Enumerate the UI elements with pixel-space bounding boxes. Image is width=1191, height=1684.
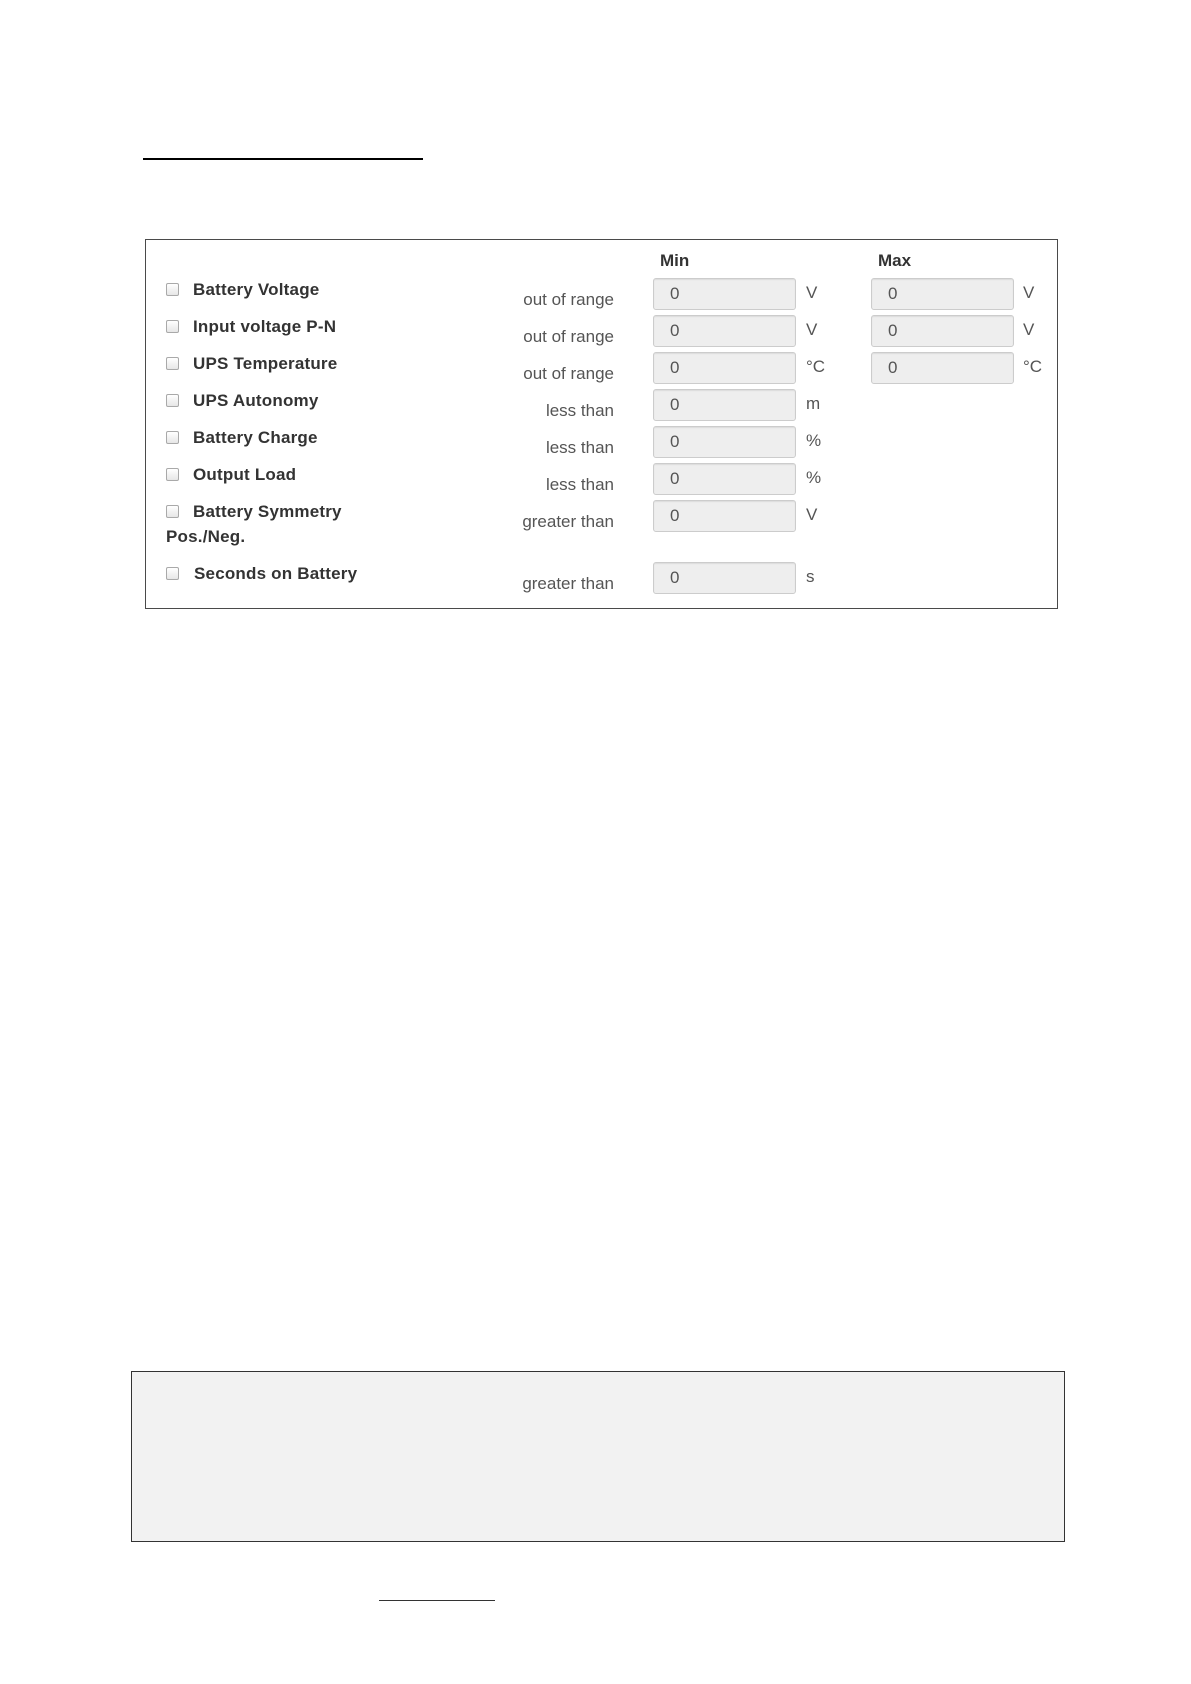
ups-autonomy-checkbox[interactable]	[166, 394, 179, 407]
ups-temperature-max-unit: °C	[1023, 357, 1043, 376]
battery-symmetry-label-line2: Pos./Neg.	[166, 527, 246, 546]
battery-symmetry-checkbox[interactable]	[166, 505, 179, 518]
battery-charge-label: Battery Charge	[193, 428, 318, 447]
seconds-on-battery-condition: greater than	[522, 574, 614, 593]
input-voltage-label: Input voltage P-N	[193, 317, 337, 336]
battery-voltage-max-input[interactable]	[871, 278, 1014, 310]
input-voltage-min-input[interactable]	[653, 315, 796, 347]
battery-charge-condition: less than	[545, 438, 614, 457]
battery-charge-checkbox[interactable]	[166, 431, 179, 444]
ups-temperature-checkbox[interactable]	[166, 357, 179, 370]
ups-autonomy-min-input[interactable]	[653, 389, 796, 421]
ups-temperature-min-input[interactable]	[653, 352, 796, 384]
threshold-row-battery-symmetry	[0, 502, 1191, 546]
input-voltage-condition: out of range	[523, 327, 614, 346]
output-load-min-unit: %	[806, 468, 822, 487]
seconds-on-battery-checkbox[interactable]	[166, 567, 179, 580]
note-box	[131, 1371, 1065, 1542]
heading-underline	[143, 158, 423, 160]
ups-temperature-label: UPS Temperature	[193, 354, 338, 373]
ups-temperature-min-unit: °C	[806, 357, 826, 376]
threshold-row-ups-temperature	[0, 354, 1191, 391]
input-voltage-max-input[interactable]	[871, 315, 1014, 347]
threshold-row-output-load	[0, 465, 1191, 502]
output-load-label: Output Load	[193, 465, 297, 484]
threshold-row-seconds-on-battery	[0, 564, 1191, 601]
ups-autonomy-label: UPS Autonomy	[193, 391, 319, 410]
input-voltage-max-unit: V	[1023, 320, 1035, 339]
battery-symmetry-label: Battery Symmetry	[193, 502, 342, 521]
battery-voltage-min-input[interactable]	[653, 278, 796, 310]
max-column-header: Max	[878, 251, 912, 270]
battery-voltage-label: Battery Voltage	[193, 280, 320, 299]
input-voltage-min-unit: V	[806, 320, 818, 339]
output-load-condition: less than	[545, 475, 614, 494]
output-load-checkbox[interactable]	[166, 468, 179, 481]
footer-rule	[379, 1600, 495, 1601]
ups-temperature-condition: out of range	[523, 364, 614, 383]
ups-autonomy-condition: less than	[545, 401, 614, 420]
input-voltage-checkbox[interactable]	[166, 320, 179, 333]
battery-charge-min-input[interactable]	[653, 426, 796, 458]
min-column-header: Min	[660, 251, 690, 270]
battery-charge-min-unit: %	[806, 431, 822, 450]
battery-voltage-min-unit: V	[806, 283, 818, 302]
battery-symmetry-condition: greater than	[522, 512, 614, 531]
battery-voltage-condition: out of range	[523, 290, 614, 309]
seconds-on-battery-min-unit: s	[806, 567, 815, 586]
battery-voltage-checkbox[interactable]	[166, 283, 179, 296]
threshold-row-input-voltage	[0, 317, 1191, 354]
threshold-row-battery-voltage	[0, 280, 1191, 317]
output-load-min-input[interactable]	[653, 463, 796, 495]
seconds-on-battery-min-input[interactable]	[653, 562, 796, 594]
threshold-row-battery-charge	[0, 428, 1191, 465]
battery-voltage-max-unit: V	[1023, 283, 1035, 302]
ups-autonomy-min-unit: m	[806, 394, 821, 413]
battery-symmetry-min-unit: V	[806, 505, 818, 524]
battery-symmetry-min-input[interactable]	[653, 500, 796, 532]
seconds-on-battery-label: Seconds on Battery	[194, 564, 358, 583]
ups-temperature-max-input[interactable]	[871, 352, 1014, 384]
threshold-row-ups-autonomy	[0, 391, 1191, 428]
